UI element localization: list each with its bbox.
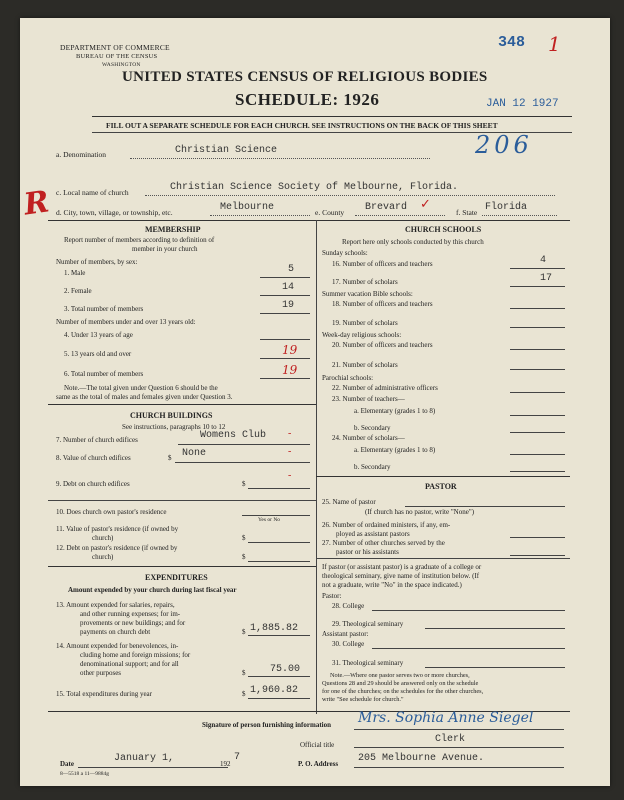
handwritten-number: 206 — [475, 131, 533, 159]
answer-line — [260, 277, 310, 278]
q25-label: 25. Name of pastor — [322, 498, 376, 506]
answer-line — [425, 667, 565, 668]
answer-line — [178, 444, 310, 445]
date-value: January 1, — [114, 753, 175, 764]
q11-label-1: 11. Value of pastor's residence (if owned by — [56, 525, 179, 533]
dollar-sign: $ — [242, 628, 246, 636]
rule — [48, 220, 570, 221]
pastor-note-2: Questions 28 and 29 should be answered only on the schedule — [322, 680, 479, 687]
q27-label-2: pastor or his assistants — [336, 548, 399, 556]
answer-line — [260, 339, 310, 340]
red-corner-mark: 1 — [548, 32, 561, 56]
schedule-title: SCHEDULE: 1926 — [235, 90, 380, 109]
pastor-note-4: write "See schedule for church." — [322, 696, 404, 703]
date-label: Date — [60, 760, 74, 768]
dollar-sign: $ — [242, 690, 246, 698]
q14-line-1: 14. Amount expended for benevolences, in- — [56, 642, 179, 650]
address-label: P. O. Address — [298, 760, 339, 768]
answer-line — [354, 729, 564, 730]
membership-note-1: Note.—The total given under Question 6 should be the — [64, 384, 218, 392]
answer-line — [260, 378, 310, 379]
stamp-number: 348 — [498, 34, 526, 51]
q8-value: None — [182, 448, 207, 459]
city-value: Melbourne — [220, 202, 275, 213]
q3-value: 19 — [282, 300, 295, 311]
answer-line — [510, 415, 565, 416]
expenditures-sub: Amount expended by your church during last fiscal year — [68, 586, 237, 594]
buildings-heading: CHURCH BUILDINGS — [130, 411, 213, 420]
red-r-mark: R — [21, 184, 52, 223]
answer-line — [510, 286, 565, 287]
date-received-stamp: JAN 12 1927 — [486, 98, 559, 110]
q4-label: 4. Under 13 years of age — [64, 331, 133, 339]
dollar-sign: $ — [242, 669, 246, 677]
answer-line — [372, 648, 565, 649]
summer-schools: Summer vacation Bible schools: — [322, 290, 413, 298]
q23a-label: a. Elementary (grades 1 to 8) — [354, 407, 436, 415]
schools-sub: Report here only schools conducted by this church — [342, 238, 484, 246]
red-dash: - — [288, 470, 292, 481]
answer-line — [248, 488, 310, 489]
q24-label: 24. Number of scholars— — [332, 434, 405, 442]
answer-line — [248, 635, 310, 636]
year-digit: 7 — [234, 752, 241, 763]
q11-label-2: church) — [92, 534, 114, 542]
q13-value: 1,885.82 — [250, 623, 299, 634]
official-title-label: Official title — [300, 741, 335, 749]
rule — [48, 404, 316, 405]
q13-line-4: payments on church debt — [80, 628, 151, 636]
address-value: 205 Melbourne Avenue. — [358, 753, 485, 764]
q19-label: 19. Number of scholars — [332, 319, 398, 327]
q17-label: 17. Number of scholars — [332, 278, 398, 286]
q24a-label: a. Elementary (grades 1 to 8) — [354, 446, 436, 454]
answer-line — [354, 767, 564, 768]
city-label: d. City, town, village, or township, etc. — [56, 208, 173, 217]
answer-line — [248, 698, 310, 699]
dollar-sign: $ — [242, 480, 246, 488]
q1-value: 5 — [288, 264, 295, 275]
rule — [316, 476, 570, 477]
yes-no-hint: Yes or No — [258, 517, 281, 523]
answer-line — [510, 471, 565, 472]
grad-note-3: not a graduate, write "No" in the space indicated.) — [322, 581, 462, 589]
q6-label: 6. Total number of members — [64, 370, 144, 378]
answer-line — [510, 349, 565, 350]
answer-line — [510, 308, 565, 309]
official-title-value: Clerk — [435, 734, 466, 745]
q3-label: 3. Total number of members — [64, 305, 144, 313]
q13-line-1: 13. Amount expended for salaries, repairs, — [56, 601, 175, 609]
pastor-note-3: for one of the churches; on the schedules for the other churches, — [322, 688, 484, 695]
column-divider — [316, 220, 317, 714]
q30-label: 30. College — [332, 640, 365, 648]
q15-value: 1,960.82 — [250, 685, 299, 696]
buildings-sub: See instructions, paragraphs 10 to 12 — [122, 423, 226, 431]
sunday-schools: Sunday schools: — [322, 249, 368, 257]
q17-value: 17 — [540, 273, 553, 284]
q22-label: 22. Number of administrative officers — [332, 384, 438, 392]
answer-line — [510, 327, 565, 328]
answer-line — [510, 537, 565, 538]
fill-line — [210, 215, 310, 216]
answer-line — [510, 454, 565, 455]
membership-sub-2: member in your church — [132, 245, 198, 253]
red-check-mark: ✓ — [420, 196, 431, 211]
expenditures-heading: EXPENDITURES — [145, 573, 208, 582]
membership-note-2: same as the total of males and females given under Question 3. — [56, 393, 233, 401]
q14-value: 75.00 — [270, 664, 301, 675]
q27-label-1: 27. Number of other churches served by the — [322, 539, 445, 547]
answer-line — [175, 462, 310, 463]
q5-value: 19 — [282, 343, 298, 357]
local-name-value: Christian Science Society of Melbourne, Florida. — [170, 182, 459, 193]
answer-line — [510, 369, 565, 370]
red-dash: - — [288, 428, 292, 439]
red-dash: - — [288, 446, 292, 457]
membership-sub-1: Report number of members according to definition of — [64, 236, 215, 244]
weekday-schools: Week-day religious schools: — [322, 331, 402, 339]
q18-label: 18. Number of officers and teachers — [332, 300, 433, 308]
q7-value: Womens Club — [200, 430, 267, 441]
schools-heading: CHURCH SCHOOLS — [405, 225, 482, 234]
q16-label: 16. Number of officers and teachers — [332, 260, 433, 268]
denomination-value: Christian Science — [175, 145, 278, 156]
dept-line-2: BUREAU OF THE CENSUS — [76, 53, 158, 60]
year-prefix: 192 — [220, 760, 231, 768]
q2-value: 14 — [282, 282, 295, 293]
answer-line — [260, 358, 310, 359]
grad-note-2: theological seminary, give name of institution below. (If — [322, 572, 480, 580]
census-schedule-form — [20, 18, 610, 786]
fill-line — [355, 215, 445, 216]
q1-label: 1. Male — [64, 269, 86, 277]
pastor-heading: PASTOR — [425, 482, 457, 491]
signature-label: Signature of person furnishing information — [202, 721, 331, 729]
q21-label: 21. Number of scholars — [332, 361, 398, 369]
q28-label: 28. College — [332, 602, 365, 610]
instruction-line: FILL OUT A SEPARATE SCHEDULE FOR EACH CHURCH. SEE INSTRUCTIONS ON THE BACK OF THIS SHEET — [106, 121, 498, 130]
form-code: 8—5518 a 11—9884g — [60, 771, 109, 777]
answer-line — [405, 506, 565, 507]
state-value: Florida — [485, 202, 528, 213]
answer-line — [425, 628, 565, 629]
answer-line — [510, 432, 565, 433]
q29-label: 29. Theological seminary — [332, 620, 404, 628]
q14-line-4: other purposes — [80, 669, 122, 677]
answer-line — [372, 610, 565, 611]
q13-line-3: provements or new buildings; and for — [80, 619, 186, 627]
q6-value: 19 — [282, 363, 298, 377]
pastor-note-1: Note.—Where one pastor serves two or more churches, — [330, 672, 470, 679]
answer-line — [260, 313, 310, 314]
signature-value: Mrs. Sophia Anne Siegel — [358, 710, 534, 726]
q2-label: 2. Female — [64, 287, 92, 295]
dollar-sign: $ — [242, 534, 246, 542]
q13-line-2: and other running expenses; for im- — [80, 610, 181, 618]
members-by-sex: Number of members, by sex: — [56, 258, 138, 266]
answer-line — [510, 268, 565, 269]
q14-line-2: cluding home and foreign missions; for — [80, 651, 191, 659]
dept-line-3: WASHINGTON — [102, 62, 141, 68]
q23-label: 23. Number of teachers— — [332, 395, 405, 403]
q5-label: 5. 13 years old and over — [64, 350, 132, 358]
parochial-schools: Parochial schools: — [322, 374, 374, 382]
rule — [48, 500, 316, 501]
age-intro: Number of members under and over 13 years old: — [56, 318, 196, 326]
local-name-label: c. Local name of church — [56, 188, 129, 197]
q15-label: 15. Total expenditures during year — [56, 690, 152, 698]
q8-label: 8. Value of church edifices — [56, 454, 131, 462]
q14-line-3: denominational support; and for all — [80, 660, 179, 668]
q9-label: 9. Debt on church edifices — [56, 480, 130, 488]
q12-label-2: church) — [92, 553, 114, 561]
answer-line — [248, 561, 310, 562]
q25-sub: (If church has no pastor, write "None") — [365, 508, 475, 516]
form-title: UNITED STATES CENSUS OF RELIGIOUS BODIES — [122, 69, 488, 85]
rule — [48, 566, 316, 567]
q7-label: 7. Number of church edifices — [56, 436, 138, 444]
pastor-sublabel: Pastor: — [322, 592, 342, 600]
answer-line — [510, 555, 565, 556]
q16-value: 4 — [540, 255, 547, 266]
rule — [92, 116, 572, 117]
fill-line — [145, 195, 555, 196]
q23b-label: b. Secondary — [354, 424, 391, 432]
fill-line — [482, 215, 557, 216]
answer-line — [354, 747, 564, 748]
answer-line — [78, 767, 228, 768]
membership-heading: MEMBERSHIP — [145, 225, 201, 234]
q12-label-1: 12. Debt on pastor's residence (if owned by — [56, 544, 178, 552]
answer-line — [242, 515, 310, 516]
state-label: f. State — [456, 208, 478, 217]
rule — [316, 558, 570, 559]
county-value: Brevard — [365, 202, 408, 213]
fill-line — [130, 158, 430, 159]
answer-line — [510, 392, 565, 393]
dollar-sign: $ — [168, 454, 172, 462]
q24b-label: b. Secondary — [354, 463, 391, 471]
dept-line-1: DEPARTMENT OF COMMERCE — [60, 43, 170, 52]
answer-line — [248, 676, 310, 677]
answer-line — [260, 295, 310, 296]
grad-note-1: If pastor (or assistant pastor) is a graduate of a college or — [322, 563, 482, 571]
county-label: e. County — [315, 208, 345, 217]
assistant-sublabel: Assistant pastor: — [322, 630, 369, 638]
denomination-label: a. Denomination — [56, 150, 106, 159]
q26-label-1: 26. Number of ordained ministers, if any, em- — [322, 521, 451, 529]
q20-label: 20. Number of officers and teachers — [332, 341, 433, 349]
q31-label: 31. Theological seminary — [332, 659, 404, 667]
q26-label-2: ployed as assistant pastors — [336, 530, 410, 538]
answer-line — [248, 542, 310, 543]
dollar-sign: $ — [242, 553, 246, 561]
q10-label: 10. Does church own pastor's residence — [56, 508, 167, 516]
